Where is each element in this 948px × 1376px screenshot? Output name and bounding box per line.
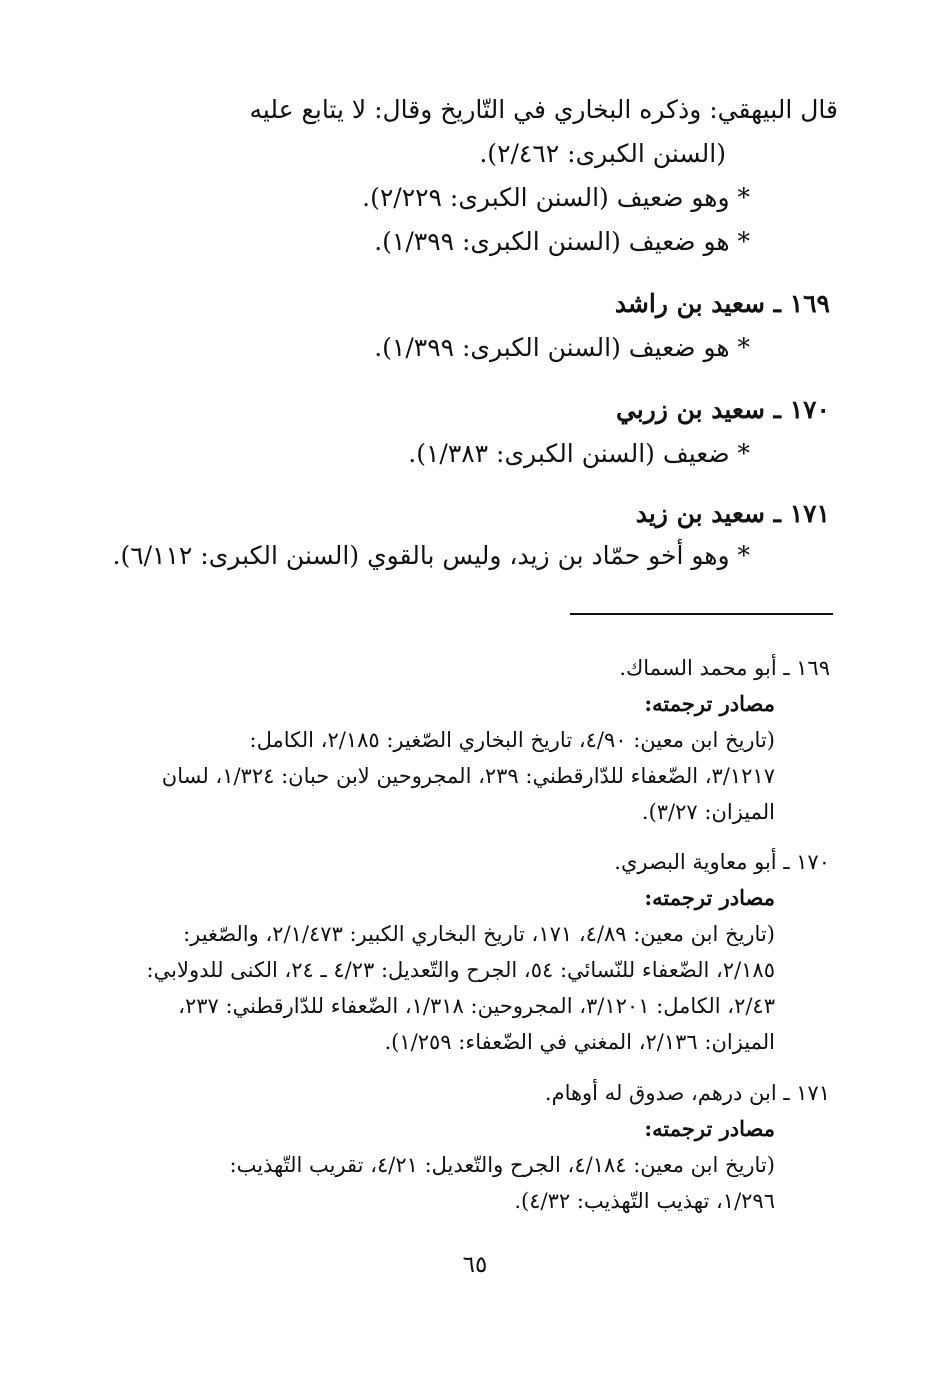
intro-line: * هو ضعيف (السنن الكبرى: ١/٣٩٩).: [374, 227, 750, 256]
footnote-title: ١٧٠ ـ أبو معاوية البصري.: [614, 850, 830, 874]
intro-line: قال البيهقي: وذكره البخاري في التّاريخ وقال: لا يتابع عليه: [249, 95, 838, 124]
footnote-separator: [570, 613, 833, 615]
footnote-sources-label: مصادر ترجمته:: [644, 1116, 775, 1141]
intro-line: * وهو ضعيف (السنن الكبرى: ٢/٢٢٩).: [362, 183, 750, 212]
footnote-sources-label: مصادر ترجمته:: [644, 691, 775, 716]
entry-note: * هو ضعيف (السنن الكبرى: ١/٣٩٩).: [374, 333, 750, 362]
footnote-line: ٣/١٢١٧، الضّعفاء للدّارقطني: ٢٣٩، المجروحين لابن حبان: ١/٣٢٤، لسان: [161, 764, 775, 788]
footnote-line: الميزان: ٢/١٣٦، المغني في الضّعفاء: ١/٢٥٩).: [384, 1030, 775, 1054]
entry-note: * وهو أخو حمّاد بن زيد، وليس بالقوي (السنن الكبرى: ٦/١١٢).: [112, 541, 750, 570]
footnote-line: (تاريخ ابن معين: ٤/١٨٤، الجرح والتّعديل: ٤/٢١، تقريب التّهذيب:: [229, 1153, 775, 1177]
entry-heading: ١٧١ ـ سعيد بن زيد: [635, 499, 830, 528]
footnote-line: الميزان: ٣/٢٧).: [641, 800, 775, 824]
footnote-line: (تاريخ ابن معين: ٤/٨٩، ١٧١، تاريخ البخاري الكبير: ٢/١/٤٧٣، والصّغير:: [183, 922, 775, 946]
page-number: ٦٥: [462, 1252, 488, 1278]
footnote-sources-label: مصادر ترجمته:: [644, 885, 775, 910]
entry-heading: ١٧٠ ـ سعيد بن زربي: [615, 395, 830, 424]
footnote-title: ١٧١ ـ ابن درهم، صدوق له أوهام.: [544, 1081, 830, 1105]
footnote-line: ٢/١٨٥، الضّعفاء للنّسائي: ٥٤، الجرح والتّعديل: ٤/٢٣ ـ ٢٤، الكنى للدولابي:: [146, 958, 775, 982]
intro-line: (السنن الكبرى: ٢/٤٦٢).: [479, 139, 726, 168]
footnote-line: ١/٢٩٦، تهذيب التّهذيب: ٤/٣٢).: [514, 1189, 775, 1213]
footnote-line: (تاريخ ابن معين: ٤/٩٠، تاريخ البخاري الصّغير: ٢/١٨٥، الكامل:: [249, 728, 775, 752]
entry-note: * ضعيف (السنن الكبرى: ١/٣٨٣).: [408, 439, 750, 468]
entry-heading: ١٦٩ ـ سعيد بن راشد: [614, 289, 830, 318]
footnote-line: ٢/٤٣، الكامل: ٣/١٢٠١، المجروحين: ١/٣١٨، الضّعفاء للدّارقطني: ٢٣٧،: [178, 994, 775, 1018]
footnote-title: ١٦٩ ـ أبو محمد السماك.: [619, 656, 830, 680]
